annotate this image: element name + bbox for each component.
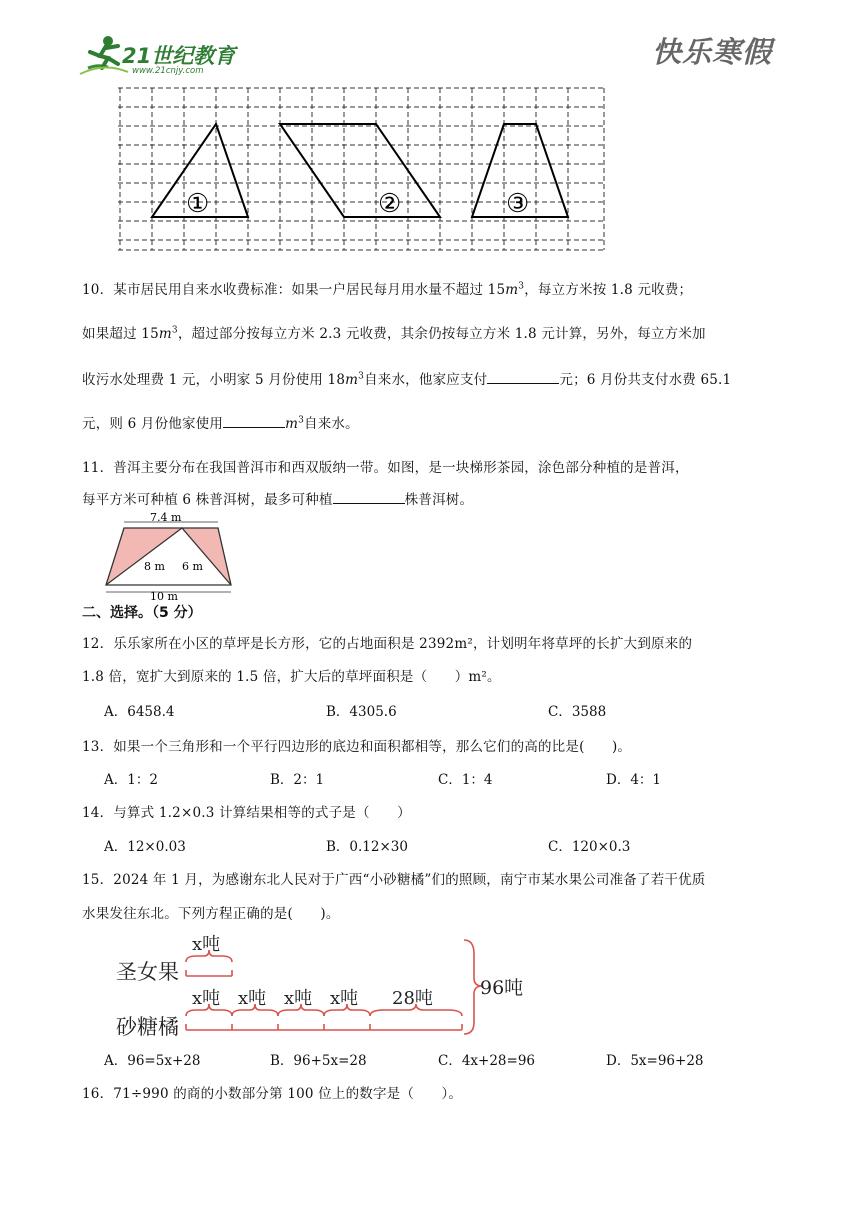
- x-label-4: x吨: [330, 988, 359, 1009]
- q13-option-c[interactable]: C．1：4: [438, 772, 493, 788]
- x-label-row1: x吨: [192, 934, 221, 955]
- answer-blank-q10-a[interactable]: [487, 371, 559, 384]
- q10-line-1: 10．某市居民用自来水收费标准：如果一户居民每月用水量不超过 $15m^3$，每立方米按 1.8 元收费；: [82, 281, 693, 298]
- shape-label-2: ②: [378, 189, 402, 219]
- row1-label: 圣女果: [116, 960, 179, 984]
- shape-2-parallelogram: [280, 124, 440, 217]
- unit-m3: $m^3$: [505, 281, 525, 298]
- q14-option-b[interactable]: B．0.12×30: [326, 839, 408, 855]
- q15-line-2: 水果发往东北。下列方程正确的是( )。: [82, 906, 340, 922]
- q13-option-d[interactable]: D．4：1: [606, 772, 662, 788]
- shape-label-3: ③: [506, 189, 530, 219]
- x-label-2: x吨: [238, 988, 267, 1009]
- x-label-1: x吨: [192, 988, 221, 1009]
- corner-mark: 快乐寒假: [652, 35, 773, 69]
- q13-option-a[interactable]: A．1：2: [104, 772, 158, 788]
- q11-line-2: 每平方米可种植 6 株普洱树，最多可种植 株普洱树。: [82, 492, 474, 508]
- q11-line-1: 11．普洱主要分布在我国普洱市和西双版纳一带。如图，是一块梯形茶园，涂色部分种植的是普洱，: [82, 460, 689, 476]
- q15-option-b[interactable]: B．96+5x=28: [270, 1053, 367, 1069]
- label-right: 6 m: [182, 560, 203, 573]
- unit-m3: $m^3$: [285, 415, 305, 432]
- answer-blank-q10-b[interactable]: [223, 415, 285, 428]
- label-bottom: 10 m: [150, 590, 178, 600]
- q12-line-1: 12．乐乐家所在小区的草坪是长方形，它的占地面积是 2392m²，计划明年将草坪的长扩大到原来的: [82, 636, 693, 652]
- label-top: 7.4 m: [150, 512, 182, 524]
- dashed-grid: [118, 88, 606, 250]
- label-left: 8 m: [144, 560, 165, 573]
- shape-label-1: ①: [186, 189, 210, 219]
- q16-line-1: 16．71÷990 的商的小数部分第 100 位上的数字是（ ）。: [82, 1086, 463, 1102]
- logo-main-text: 21世纪教育: [122, 44, 236, 68]
- q14-option-c[interactable]: C．120×0.3: [548, 839, 631, 855]
- logo-sub-text: www.21cnjy.com: [132, 66, 204, 76]
- q10-line-4: 元，则 6 月份他家使用 $m^3$自来水。: [82, 415, 359, 432]
- x-label-3: x吨: [284, 988, 313, 1009]
- total-label: 96吨: [480, 977, 524, 999]
- trapezoid-figure: [98, 512, 238, 600]
- q14-option-a[interactable]: A．12×0.03: [104, 839, 186, 855]
- grid-figure: [116, 84, 610, 256]
- q13-option-b[interactable]: B．2：1: [270, 772, 325, 788]
- q12-line-2: 1.8 倍，宽扩大到原来的 1.5 倍，扩大后的草坪面积是（ ）m²。: [82, 669, 501, 685]
- row2-label: 砂糖橘: [116, 1015, 179, 1038]
- unit-m3: $m^3$: [158, 325, 178, 342]
- rest-label: 28吨: [392, 988, 433, 1009]
- q10-line-2: 如果超过 $15m^3$，超过部分按每立方米 2.3 元收费，其余仍按每立方米 1.8 元计算，另外，每立方米加: [82, 325, 706, 342]
- q10-line-3: 收污水处理费 1 元，小明家 5 月份使用 $18m^3$自来水，他家应支付 元；6 月份共支付水费 65.1: [82, 371, 732, 388]
- section-title: 二、选择。（5 分）: [82, 605, 202, 621]
- logo: [78, 30, 248, 80]
- line-segment-diagram: [112, 926, 532, 1038]
- q15-option-d[interactable]: D．5x=96+28: [606, 1053, 704, 1069]
- answer-blank-q11[interactable]: [333, 491, 405, 504]
- q15-option-c[interactable]: C．4x+28=96: [438, 1053, 536, 1069]
- q13-line-1: 13．如果一个三角形和一个平行四边形的底边和面积都相等，那么它们的高的比是( )。: [82, 739, 632, 755]
- q15-option-a[interactable]: A．96=5x+28: [104, 1053, 201, 1069]
- q15-line-1: 15．2024 年 1 月，为感谢东北人民对于广西“小砂糖橘”们的照顾，南宁市某水果公司准备了若干优质: [82, 872, 706, 888]
- unit-m3: $m^3$: [345, 371, 365, 388]
- q12-option-c[interactable]: C．3588: [548, 704, 607, 720]
- q12-option-a[interactable]: A．6458.4: [104, 704, 175, 720]
- q14-line-1: 14．与算式 1.2×0.3 计算结果相等的式子是（ ）: [82, 805, 411, 821]
- q12-option-b[interactable]: B．4305.6: [326, 704, 397, 720]
